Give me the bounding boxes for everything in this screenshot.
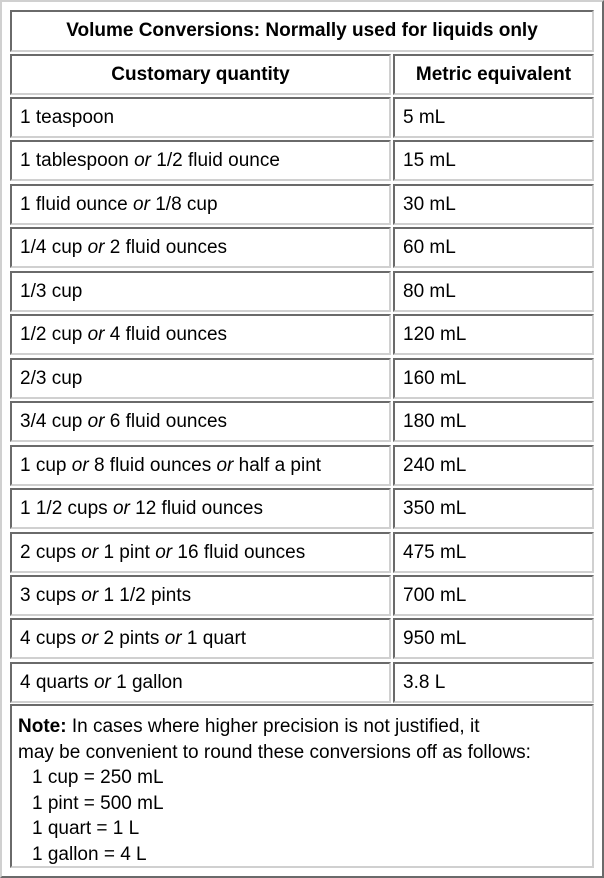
customary-cell	[10, 227, 391, 268]
metric-cell: 700 mL	[393, 575, 594, 616]
quantity-text: 1 1/2 pints	[103, 584, 192, 606]
or-connector: or	[164, 627, 182, 649]
quantity-text: 1/3 cup	[20, 280, 83, 302]
note-label: Note:	[18, 716, 67, 737]
customary-cell	[10, 532, 391, 573]
note-line-2: may be convenient to round these conversions off as follows:	[18, 741, 531, 763]
metric-cell: 3.8 L	[393, 662, 594, 703]
note-item: 1 pint = 500 mL	[32, 792, 164, 814]
or-connector: or	[87, 323, 105, 345]
customary-cell	[10, 271, 391, 312]
quantity-text: 16 fluid ounces	[177, 541, 306, 563]
or-connector: or	[155, 541, 173, 563]
or-connector: or	[81, 541, 99, 563]
metric-cell: 160 mL	[393, 358, 594, 399]
note-item: 1 cup = 250 mL	[32, 767, 164, 788]
quantity-text: 2 pints	[103, 627, 160, 649]
quantity-text: 6 fluid ounces	[109, 410, 228, 432]
customary-cell	[10, 358, 391, 399]
quantity-text: 12 fluid ounces	[135, 497, 263, 519]
customary-cell	[10, 140, 391, 181]
or-connector: or	[81, 584, 99, 606]
customary-cell	[10, 662, 391, 703]
customary-cell	[10, 184, 391, 225]
metric-cell: 120 mL	[393, 314, 594, 355]
or-connector: or	[133, 193, 150, 215]
quantity-text: 1 tablespoon	[20, 149, 129, 171]
quantity-text: 8 fluid ounces	[93, 454, 212, 476]
metric-cell: 30 mL	[393, 184, 594, 225]
quantity-text: 1/8 cup	[155, 193, 218, 215]
customary-cell	[10, 575, 391, 616]
metric-cell: 15 mL	[393, 140, 594, 181]
customary-cell	[10, 97, 391, 138]
quantity-text: 1/4 cup	[20, 236, 83, 258]
metric-cell: 950 mL	[393, 618, 594, 659]
metric-cell: 80 mL	[393, 271, 594, 312]
metric-cell: 475 mL	[393, 532, 594, 573]
customary-cell	[10, 488, 391, 529]
quantity-text: 1 quart	[186, 627, 247, 649]
or-connector: or	[71, 454, 89, 476]
metric-cell: 60 mL	[393, 227, 594, 268]
column-header-metric: Metric equivalent	[393, 54, 594, 95]
quantity-text: 1 1/2 cups	[20, 497, 108, 519]
table-title: Volume Conversions: Normally used for liquids only	[10, 10, 594, 52]
or-connector: or	[216, 454, 234, 476]
metric-cell: 350 mL	[393, 488, 594, 529]
note-line-1	[18, 714, 592, 740]
metric-cell: 240 mL	[393, 445, 594, 486]
note-cell	[10, 704, 594, 868]
quantity-text: 2/3 cup	[20, 367, 83, 389]
customary-cell	[10, 401, 391, 442]
quantity-text: 4 fluid ounces	[109, 323, 228, 345]
or-connector: or	[81, 627, 99, 649]
customary-cell	[10, 314, 391, 355]
or-connector: or	[134, 149, 152, 171]
or-connector: or	[112, 497, 130, 519]
quantity-text: 4 cups	[20, 627, 76, 649]
quantity-text: 1/2 cup	[20, 323, 83, 345]
quantity-text: 1/2 fluid ounce	[156, 149, 280, 171]
note-item: 1 quart = 1 L	[32, 818, 140, 839]
quantity-text: 2 fluid ounces	[109, 236, 228, 258]
customary-cell	[10, 618, 391, 659]
customary-cell	[10, 445, 391, 486]
quantity-text: 3 cups	[20, 584, 76, 606]
note-text-1: In cases where higher precision is not justified, it	[66, 716, 480, 737]
or-connector: or	[93, 671, 111, 693]
quantity-text: 1 gallon	[116, 671, 183, 693]
or-connector: or	[87, 410, 105, 432]
quantity-text: 4 quarts	[20, 671, 89, 693]
quantity-text: half a pint	[238, 454, 322, 476]
quantity-text: 1 cup	[20, 454, 67, 476]
note-item: 1 gallon = 4 L	[32, 843, 147, 865]
metric-cell: 5 mL	[393, 97, 594, 138]
or-connector: or	[87, 236, 105, 258]
metric-cell: 180 mL	[393, 401, 594, 442]
quantity-text: 3/4 cup	[20, 410, 83, 432]
column-header-customary: Customary quantity	[10, 54, 391, 95]
quantity-text: 2 cups	[20, 541, 76, 563]
quantity-text: 1 fluid ounce	[20, 193, 128, 215]
quantity-text: 1 teaspoon	[20, 106, 115, 128]
quantity-text: 1 pint	[103, 541, 150, 563]
